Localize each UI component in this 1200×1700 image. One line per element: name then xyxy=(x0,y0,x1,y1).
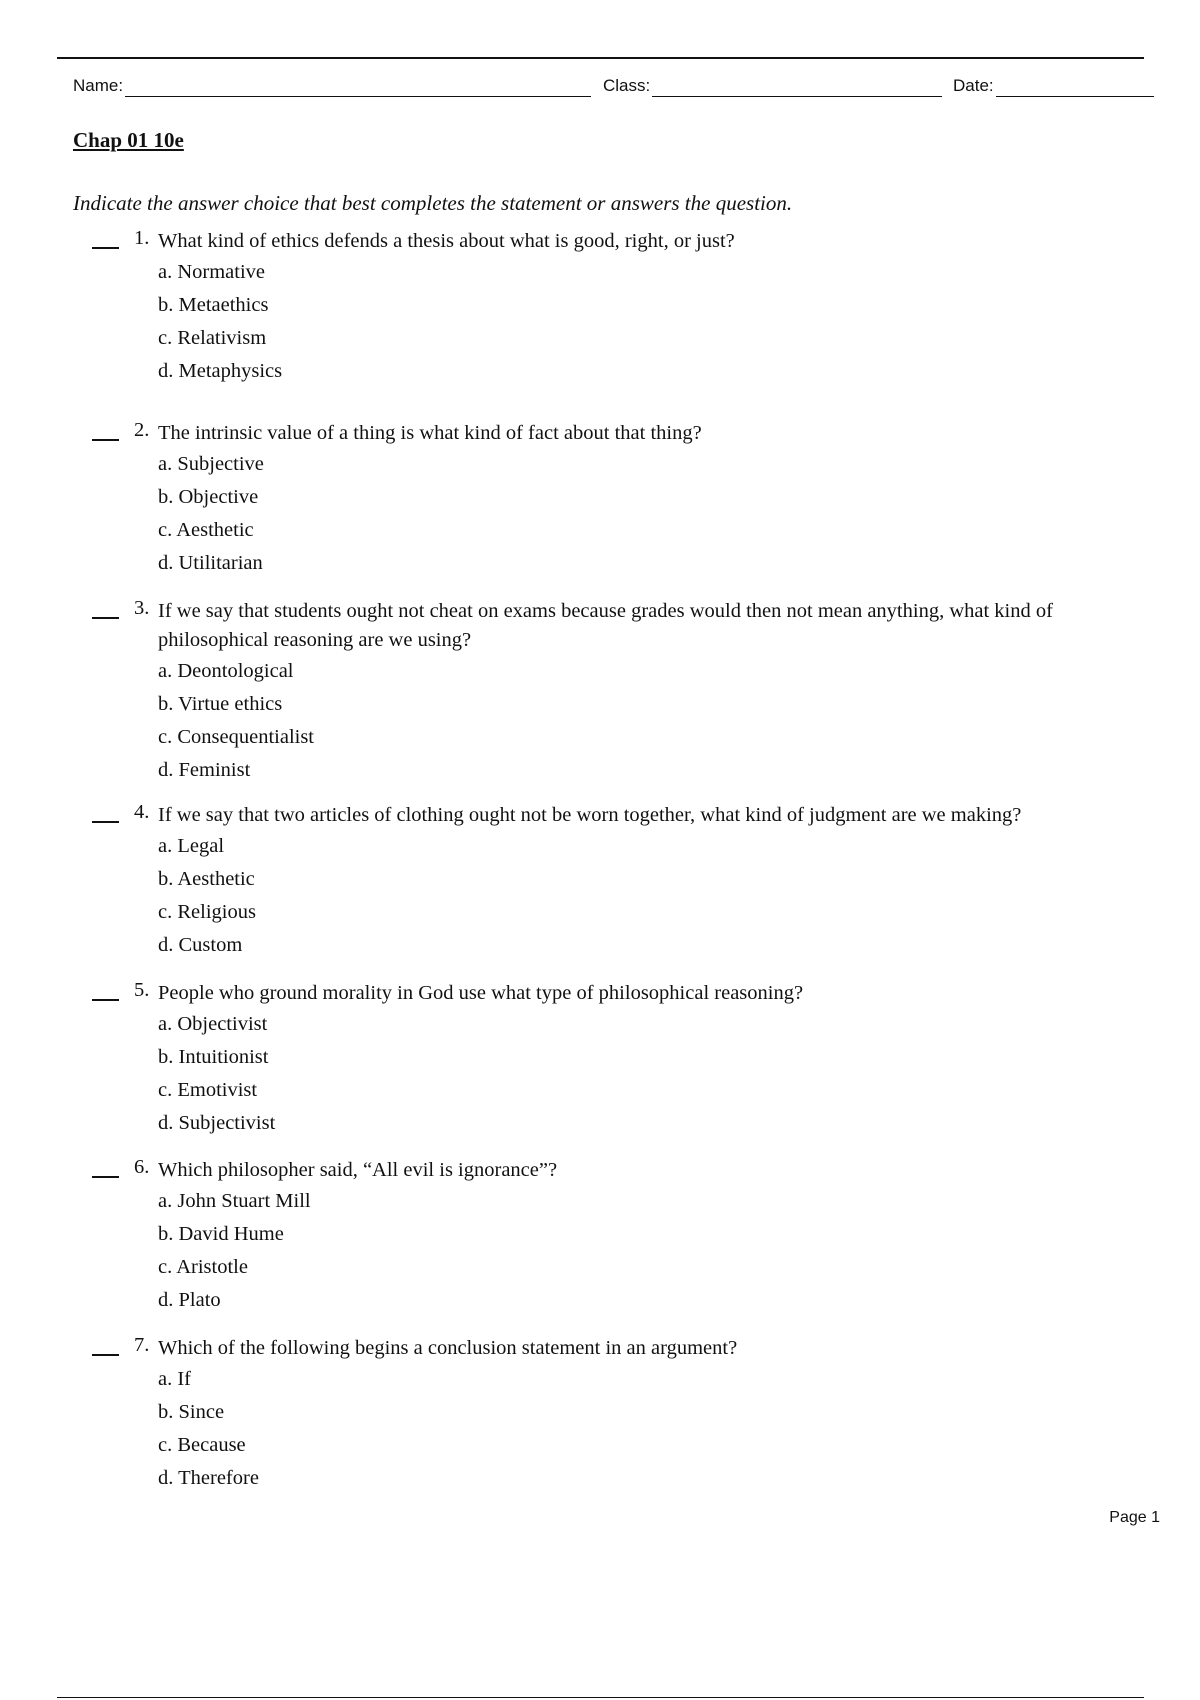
choice: b. David Hume xyxy=(158,1223,284,1245)
name-label: Name: xyxy=(73,76,124,95)
question-number: 4. xyxy=(134,801,150,823)
choice: c. Aristotle xyxy=(158,1256,248,1278)
choice: a. Normative xyxy=(158,261,266,283)
choice: b. Since xyxy=(158,1401,225,1423)
answer-blank[interactable] xyxy=(92,247,119,249)
choice: c. Because xyxy=(158,1434,246,1456)
question xyxy=(92,597,1152,787)
question-number: 3. xyxy=(134,597,150,619)
choice: d. Metaphysics xyxy=(158,360,283,382)
choice: c. Consequentialist xyxy=(158,726,315,748)
question xyxy=(92,979,1152,1140)
question xyxy=(92,801,1152,962)
page-number: Page 1 xyxy=(1109,1509,1160,1526)
choice: d. Utilitarian xyxy=(158,552,263,574)
choice: d. Subjectivist xyxy=(158,1112,276,1134)
choice: d. Custom xyxy=(158,934,243,956)
date-field[interactable] xyxy=(953,72,1154,97)
student-info-header xyxy=(73,72,1160,102)
choice: b. Objective xyxy=(158,486,259,508)
answer-blank[interactable] xyxy=(92,439,119,441)
choice-list xyxy=(92,1185,1152,1317)
bottom-rule xyxy=(57,1697,1144,1698)
question-text: If we say that students ought not cheat on exams because grades would then not mean anything, what kind of philosophical reasoning are we using? xyxy=(158,600,1053,651)
choice: b. Metaethics xyxy=(158,294,269,316)
answer-blank[interactable] xyxy=(92,1176,119,1178)
name-field[interactable] xyxy=(73,72,591,97)
date-line[interactable] xyxy=(996,72,1154,97)
question xyxy=(92,227,1152,388)
question-text: Which philosopher said, “All evil is ignorance”? xyxy=(158,1159,558,1181)
page-title: Chap 01 10e xyxy=(73,128,184,152)
choice-list xyxy=(92,1008,1152,1140)
name-line[interactable] xyxy=(125,72,591,97)
question-number: 7. xyxy=(134,1334,150,1356)
question-number: 1. xyxy=(134,227,150,249)
choice: a. Subjective xyxy=(158,453,264,475)
question xyxy=(92,1334,1152,1495)
question-text: The intrinsic value of a thing is what kind of fact about that thing? xyxy=(158,422,702,444)
choice: a. Legal xyxy=(158,835,225,857)
question-text: People who ground morality in God use what type of philosophical reasoning? xyxy=(158,982,804,1004)
choice: b. Virtue ethics xyxy=(158,693,283,715)
choice-list xyxy=(92,1363,1152,1495)
answer-blank[interactable] xyxy=(92,617,119,619)
choice: a. Deontological xyxy=(158,660,294,682)
answer-blank[interactable] xyxy=(92,999,119,1001)
choice-list xyxy=(92,256,1152,388)
choice-list xyxy=(92,655,1152,787)
top-rule xyxy=(57,57,1144,59)
question xyxy=(92,1156,1152,1317)
class-field[interactable] xyxy=(603,72,942,97)
answer-blank[interactable] xyxy=(92,1354,119,1356)
choice: c. Religious xyxy=(158,901,256,923)
choice: a. If xyxy=(158,1368,192,1390)
choice: b. Aesthetic xyxy=(158,868,255,890)
question-number: 6. xyxy=(134,1156,150,1178)
question-number: 5. xyxy=(134,979,150,1001)
question-number: 2. xyxy=(134,419,150,441)
question-text: Which of the following begins a conclusion statement in an argument? xyxy=(158,1337,738,1359)
answer-blank[interactable] xyxy=(92,821,119,823)
choice: d. Therefore xyxy=(158,1467,259,1489)
choice: d. Plato xyxy=(158,1289,221,1311)
choice: a. Objectivist xyxy=(158,1013,268,1035)
choice: b. Intuitionist xyxy=(158,1046,269,1068)
question-text: What kind of ethics defends a thesis about what is good, right, or just? xyxy=(158,230,735,252)
question-text: If we say that two articles of clothing ought not be worn together, what kind of judgment are we making? xyxy=(158,804,1022,826)
class-label: Class: xyxy=(603,76,651,95)
choice: c. Relativism xyxy=(158,327,267,349)
choice-list xyxy=(92,830,1152,962)
choice: a. John Stuart Mill xyxy=(158,1190,311,1212)
question xyxy=(92,419,1152,580)
choice: c. Aesthetic xyxy=(158,519,254,541)
choice: d. Feminist xyxy=(158,759,251,781)
choice: c. Emotivist xyxy=(158,1079,258,1101)
choice-list xyxy=(92,448,1152,580)
instructions: Indicate the answer choice that best completes the statement or answers the question. xyxy=(73,191,793,215)
class-line[interactable] xyxy=(652,72,942,97)
date-label: Date: xyxy=(953,76,994,95)
